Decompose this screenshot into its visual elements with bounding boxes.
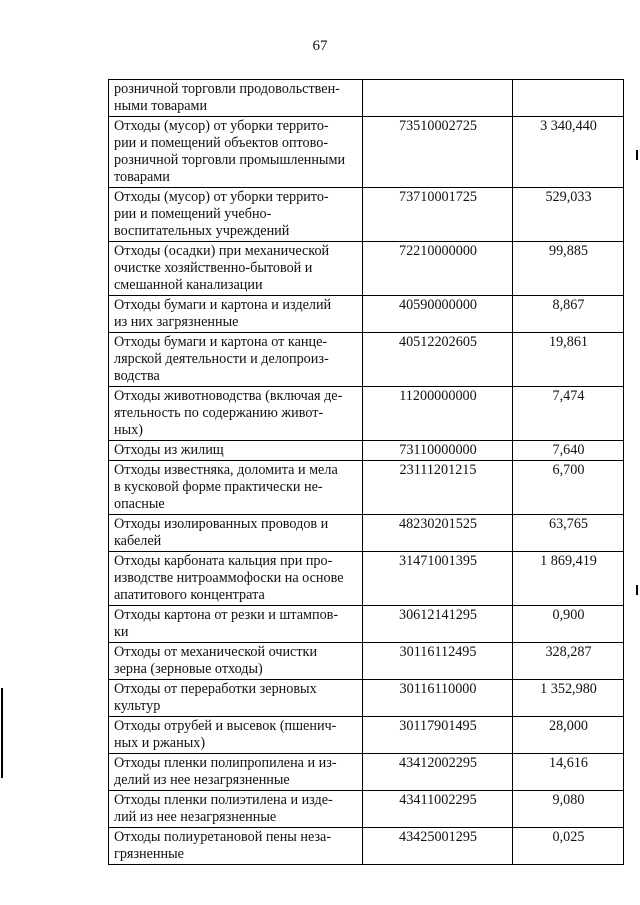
scan-edge-mark-right-top	[636, 150, 638, 160]
cell-mass: 9,080	[513, 791, 624, 828]
cell-name: розничной торговли продовольствен- ными товарами	[109, 80, 363, 117]
cell-mass: 1 352,980	[513, 680, 624, 717]
table-row	[109, 387, 624, 441]
cell-name: Отходы от механической очистки зерна (зерновые отходы)	[109, 643, 363, 680]
waste-table	[108, 79, 624, 865]
table-row	[109, 188, 624, 242]
cell-mass: 7,640	[513, 441, 624, 461]
table-row	[109, 828, 624, 865]
scan-edge-mark-right-bottom	[636, 585, 638, 595]
cell-mass: 328,287	[513, 643, 624, 680]
table-row	[109, 80, 624, 117]
table-row	[109, 461, 624, 515]
cell-mass: 28,000	[513, 717, 624, 754]
cell-name: Отходы пленки полипропилена и из- делий из нее незагрязненные	[109, 754, 363, 791]
cell-code: 72210000000	[363, 242, 513, 296]
cell-name: Отходы (мусор) от уборки террито- рии и помещений объектов оптово- розничной торговли промышленными товарами	[109, 117, 363, 188]
table-row	[109, 117, 624, 188]
cell-code: 40512202605	[363, 333, 513, 387]
page-number: 67	[312, 38, 328, 54]
cell-code: 31471001395	[363, 552, 513, 606]
cell-code: 23111201215	[363, 461, 513, 515]
table-row	[109, 754, 624, 791]
table-row	[109, 606, 624, 643]
cell-mass: 1 869,419	[513, 552, 624, 606]
cell-mass: 529,033	[513, 188, 624, 242]
cell-code: 43425001295	[363, 828, 513, 865]
cell-name: Отходы бумаги и картона от канце- лярской деятельности и делопроиз- водства	[109, 333, 363, 387]
table-row	[109, 717, 624, 754]
cell-mass: 0,025	[513, 828, 624, 865]
cell-code: 30612141295	[363, 606, 513, 643]
table-row	[109, 791, 624, 828]
cell-name: Отходы (осадки) при механической очистке хозяйственно-бытовой и смешанной канализации	[109, 242, 363, 296]
cell-name: Отходы от переработки зерновых культур	[109, 680, 363, 717]
cell-code: 48230201525	[363, 515, 513, 552]
cell-name: Отходы (мусор) от уборки террито- рии и помещений учебно- воспитательных учреждений	[109, 188, 363, 242]
table-row	[109, 441, 624, 461]
cell-mass: 6,700	[513, 461, 624, 515]
cell-mass: 0,900	[513, 606, 624, 643]
cell-mass: 99,885	[513, 242, 624, 296]
table-row	[109, 643, 624, 680]
cell-name: Отходы картона от резки и штампов- ки	[109, 606, 363, 643]
table-row	[109, 680, 624, 717]
cell-code: 73710001725	[363, 188, 513, 242]
cell-code: 30116112495	[363, 643, 513, 680]
cell-name: Отходы из жилищ	[109, 441, 363, 461]
cell-code: 30116110000	[363, 680, 513, 717]
cell-code: 30117901495	[363, 717, 513, 754]
cell-mass: 63,765	[513, 515, 624, 552]
cell-mass: 7,474	[513, 387, 624, 441]
cell-code: 11200000000	[363, 387, 513, 441]
cell-mass: 3 340,440	[513, 117, 624, 188]
table-row	[109, 296, 624, 333]
table-row	[109, 552, 624, 606]
table-row	[109, 515, 624, 552]
cell-name: Отходы изолированных проводов и кабелей	[109, 515, 363, 552]
cell-name: Отходы известняка, доломита и мела в кусковой форме практически не- опасные	[109, 461, 363, 515]
cell-name: Отходы отрубей и высевок (пшенич- ных и ржаных)	[109, 717, 363, 754]
cell-code	[363, 80, 513, 117]
cell-mass: 19,861	[513, 333, 624, 387]
table-row	[109, 333, 624, 387]
cell-name: Отходы полиуретановой пены неза- грязненные	[109, 828, 363, 865]
cell-code: 43411002295	[363, 791, 513, 828]
scan-edge-mark-left	[1, 688, 3, 778]
cell-mass: 14,616	[513, 754, 624, 791]
cell-code: 40590000000	[363, 296, 513, 333]
cell-name: Отходы бумаги и картона и изделий из них загрязненные	[109, 296, 363, 333]
cell-name: Отходы животноводства (включая де- ятельность по содержанию живот- ных)	[109, 387, 363, 441]
cell-code: 43412002295	[363, 754, 513, 791]
cell-name: Отходы пленки полиэтилена и изде- лий из нее незагрязненные	[109, 791, 363, 828]
cell-name: Отходы карбоната кальция при про- изводстве нитроаммофоски на основе апатитового концентрата	[109, 552, 363, 606]
cell-mass	[513, 80, 624, 117]
cell-code: 73510002725	[363, 117, 513, 188]
table-row	[109, 242, 624, 296]
cell-mass: 8,867	[513, 296, 624, 333]
cell-code: 73110000000	[363, 441, 513, 461]
